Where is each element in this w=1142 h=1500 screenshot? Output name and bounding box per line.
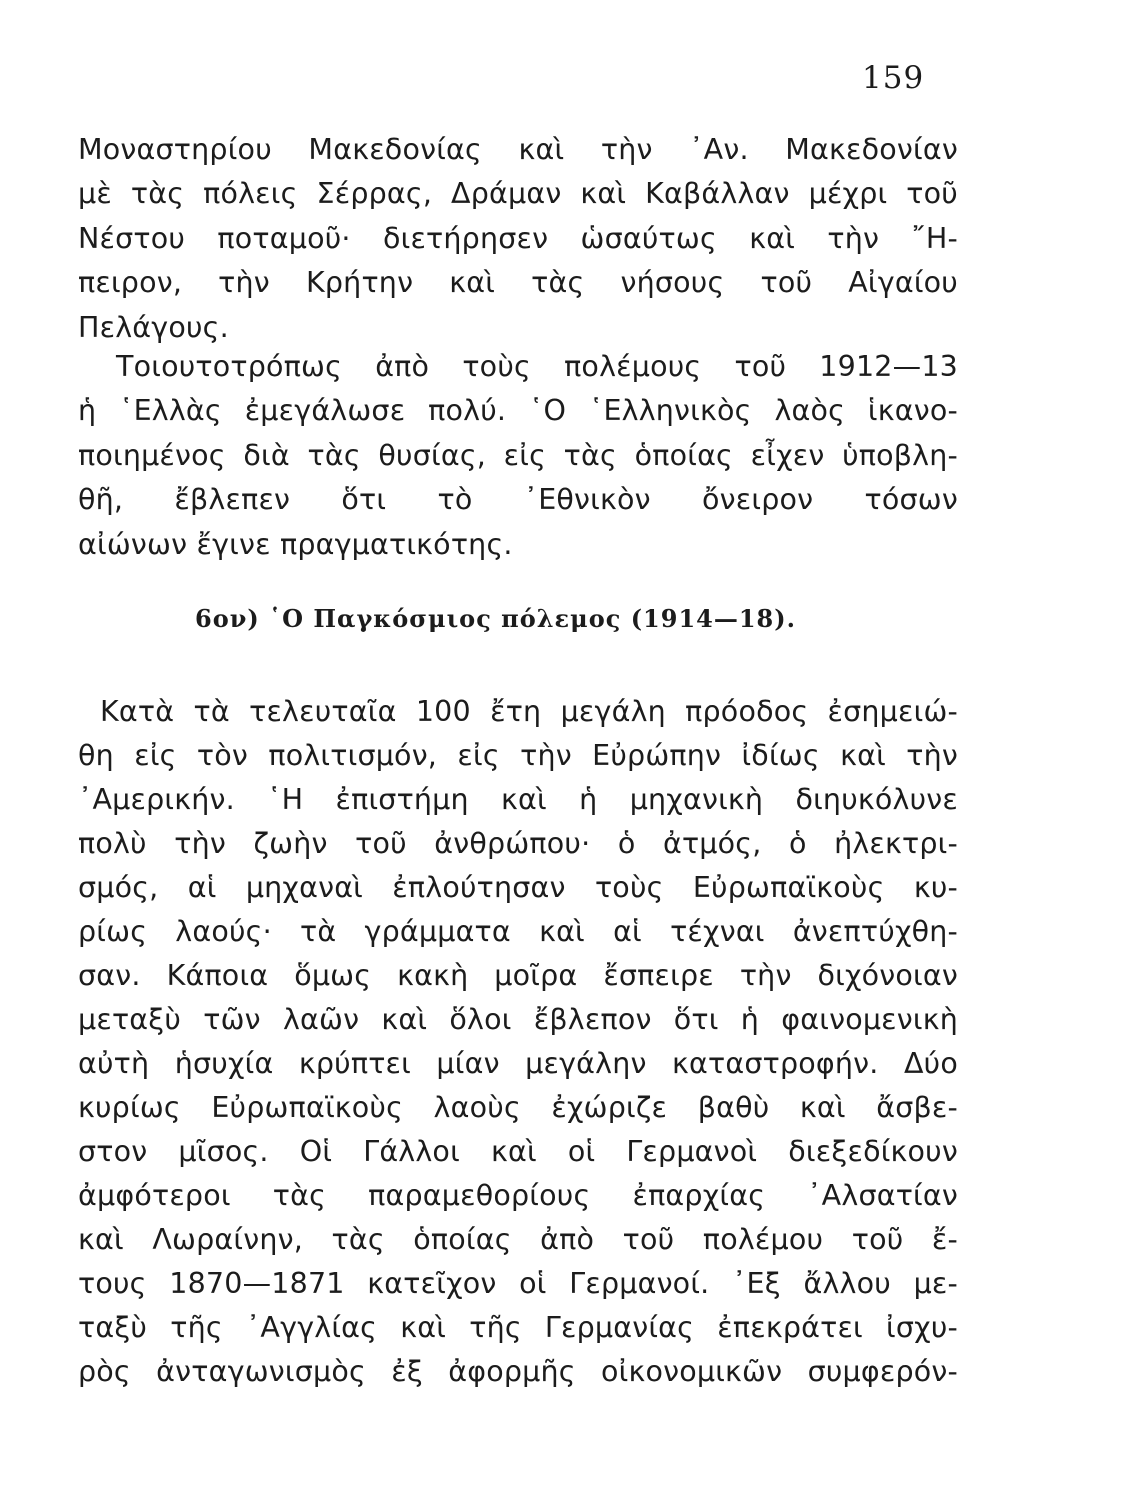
text-line: αἰώνων ἔγινε πραγματικότης. (78, 528, 513, 561)
page-number: 159 (862, 60, 925, 96)
text-line: Τοιουτοτρόπως ἀπὸ τοὺς πολέμους τοῦ 1912—13 (116, 350, 958, 383)
text-line: στον μῖσος. Οἱ Γάλλοι καὶ οἱ Γερμανοὶ διεξεδίκουν (78, 1135, 958, 1168)
text-line: Πελάγους. (78, 311, 229, 344)
text-line: καὶ Λωραίνην, τὰς ὁποίας ἀπὸ τοῦ πολέμου τοῦ ἔ- (78, 1223, 958, 1256)
text-line: Μοναστηρίου Μακεδονίας καὶ τὴν ᾽Αν. Μακεδονίαν (78, 133, 958, 166)
text-line: ταξὺ τῆς ᾽Αγγλίας καὶ τῆς Γερμανίας ἐπεκράτει ἰσχυ- (78, 1311, 958, 1344)
text-line: σμός, αἱ μηχαναὶ ἐπλούτησαν τοὺς Εὐρωπαϊκοὺς κυ- (78, 871, 958, 904)
text-line: Νέστου ποταμοῦ· διετήρησεν ὡσαύτως καὶ τὴν ῎Η- (78, 222, 958, 255)
text-line: ρίως λαούς· τὰ γράμματα καὶ αἱ τέχναι ἀνεπτύχθη- (78, 915, 958, 948)
section-heading: 6ον) ῾Ο Παγκόσμιος πόλεμος (1914—18). (195, 604, 796, 633)
text-line: πολὺ τὴν ζωὴν τοῦ ἀνθρώπου· ὁ ἀτμός, ὁ ἠλεκτρι- (78, 827, 958, 860)
text-line: ᾽Αμερικήν. ῾Η ἐπιστήμη καὶ ἡ μηχανικὴ διηυκόλυνε (78, 783, 958, 816)
text-line: σαν. Κάποια ὅμως κακὴ μοῖρα ἔσπειρε τὴν διχόνοιαν (78, 959, 958, 992)
text-line: θῆ, ἔβλεπεν ὅτι τὸ ᾽Εθνικὸν ὄνειρον τόσων (78, 483, 958, 516)
text-line: μὲ τὰς πόλεις Σέρρας, Δράμαν καὶ Καβάλλαν μέχρι τοῦ (78, 177, 958, 210)
text-line: ἡ ῾Ελλὰς ἐμεγάλωσε πολύ. ῾Ο ῾Ελληνικὸς λαὸς ἱκανο- (78, 394, 958, 427)
text-line: μεταξὺ τῶν λαῶν καὶ ὅλοι ἔβλεπον ὅτι ἡ φαινομενικὴ (78, 1003, 958, 1036)
text-line: ἀμφότεροι τὰς παραμεθορίους ἐπαρχίας ᾽Αλσατίαν (78, 1179, 958, 1212)
text-line: κυρίως Εὐρωπαϊκοὺς λαοὺς ἐχώριζε βαθὺ καὶ ἄσβε- (78, 1091, 958, 1124)
text-line: πειρον, τὴν Κρήτην καὶ τὰς νήσους τοῦ Αἰγαίου (78, 266, 958, 299)
text-line: ποιημένος διὰ τὰς θυσίας, εἰς τὰς ὁποίας εἶχεν ὑποβλη- (78, 439, 958, 472)
text-line: αὐτὴ ἡσυχία κρύπτει μίαν μεγάλην καταστροφήν. Δύο (78, 1047, 958, 1080)
text-line: Κατὰ τὰ τελευταῖα 100 ἔτη μεγάλη πρόοδος ἐσημειώ- (100, 695, 958, 728)
text-line: ρὸς ἀνταγωνισμὸς ἐξ ἀφορμῆς οἰκονομικῶν συμφερόν- (78, 1355, 958, 1388)
text-line: τους 1870—1871 κατεῖχον οἱ Γερμανοί. ᾽Εξ ἄλλου με- (78, 1267, 958, 1300)
text-line: θη εἰς τὸν πολιτισμόν, εἰς τὴν Εὐρώπην ἰδίως καὶ τὴν (78, 739, 958, 772)
